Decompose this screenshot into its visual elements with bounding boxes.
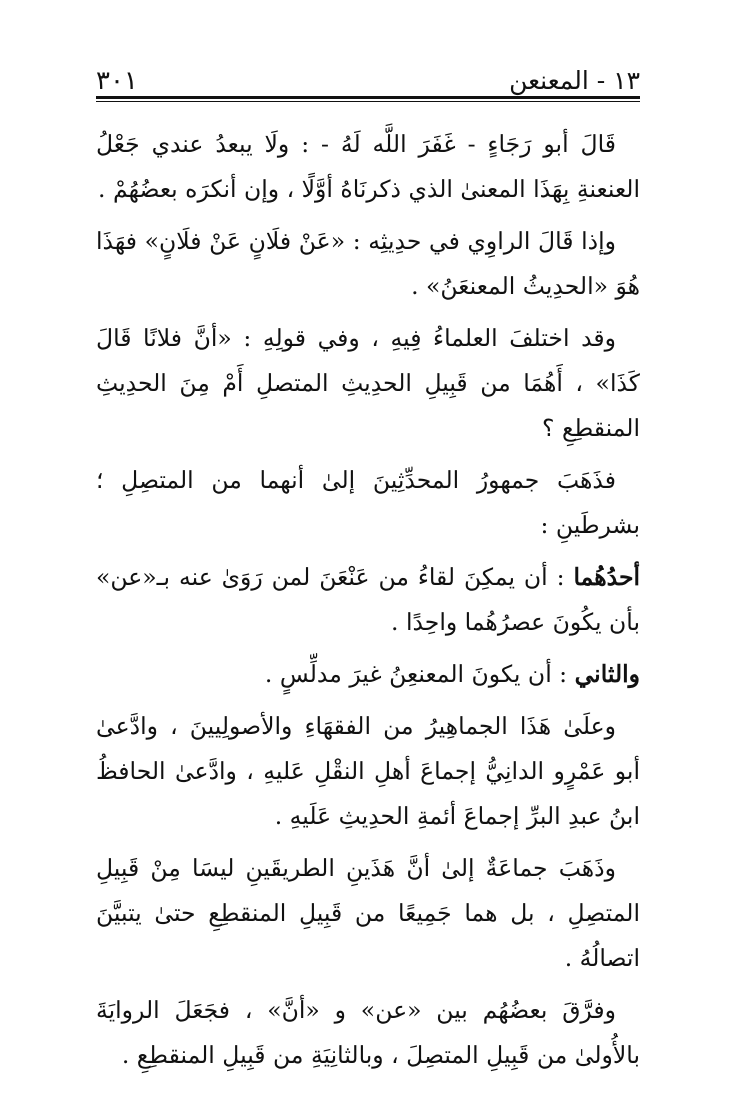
paragraph-text: وعلَىٰ هَذَا الجماهِيرُ من الفقهَاءِ والأصولِيينَ ، وادَّعىٰ أبو عَمْرٍو الدانِيُّ إجماعَ أهلِ النقْلِ عَليهِ ، وادَّعىٰ الحافظُ ابنُ عبدِ البرِّ إجماعَ أئمةِ الحدِيثِ عَلَيهِ . [96,712,640,830]
page-body [96,122,640,1085]
paragraph-text: وذَهَبَ جماعَةٌ إلىٰ أنَّ هَذَينِ الطريقَينِ ليسَا مِنْ قَبِيلِ المتصِلِ ، بل هما جَمِيعًا من قَبِيلِ المنقطِعِ حتىٰ يتبيَّنَ اتصالُهُ . [96,854,640,972]
paragraph-8 [96,846,640,981]
paragraph-4 [96,458,640,548]
paragraph-text: وفرَّقَ بعضُهُم بين «عن» و «أنَّ» ، فجَعَلَ الروايَةَ بالأُولىٰ من قَبِيلِ المتصِلَ ، وبالثانِيَةِ من قَبِيلِ المنقطِعِ . [96,996,640,1069]
chapter-title: ١٣ - المعنعن [509,66,640,95]
paragraph-text: وقد اختلفَ العلماءُ فِيهِ ، وفي قولِهِ : «أنَّ فلانًا قَالَ كَذَا» ، أَهُمَا من قَبِيلِ الحدِيثِ المتصلِ أَمْ مِنَ الحدِيثِ المنقطِعِ ؟ [96,324,640,442]
paragraph-text: : أن يكونَ المعنعِنُ غيرَ مدلِّسٍ . [264,660,575,688]
paragraph-text: قَالَ أبو رَجَاءٍ - غَفَرَ اللَّه لَهُ - : ولَا يبعدُ عندي جَعْلُ العنعنةِ بِهَذَا المعنىٰ الذي ذكرنَاهُ أوَّلًا ، وإن أنكرَه بعضُهُمْ . [96,130,640,203]
paragraph-text: وإذا قَالَ الراوِي في حدِيثِه : «عَنْ فلَانٍ عَنْ فلَانٍ» فهَذَا هُوَ «الحدِيثُ المعنعَنُ» . [96,227,640,300]
header-rule-thin [96,101,640,102]
header-rule-thick [96,96,640,99]
header-rule [96,96,640,102]
paragraph-2 [96,219,640,309]
paragraph-9 [96,988,640,1078]
page-header [96,56,640,96]
paragraph-text: : أن يمكِنَ لقاءُ من عَنْعَنَ لمن رَوَىٰ عنه بـ«عن» بأن يكُونَ عصرُهُما واحِدًا . [96,563,640,636]
paragraph-text: فذَهَبَ جمهورُ المحدِّثِينَ إلىٰ أنهما من المتصِلِ ؛ بشرطَينِ : [96,466,640,539]
paragraph-3 [96,316,640,451]
paragraph-5 [96,555,640,645]
paragraph-6 [96,652,640,697]
paragraph-lead: أحدُهُما [573,563,640,591]
paragraph-7 [96,704,640,839]
page-number: ٣٠١ [96,66,138,96]
paragraph-lead: والثاني [574,660,640,688]
paragraph-1 [96,122,640,212]
